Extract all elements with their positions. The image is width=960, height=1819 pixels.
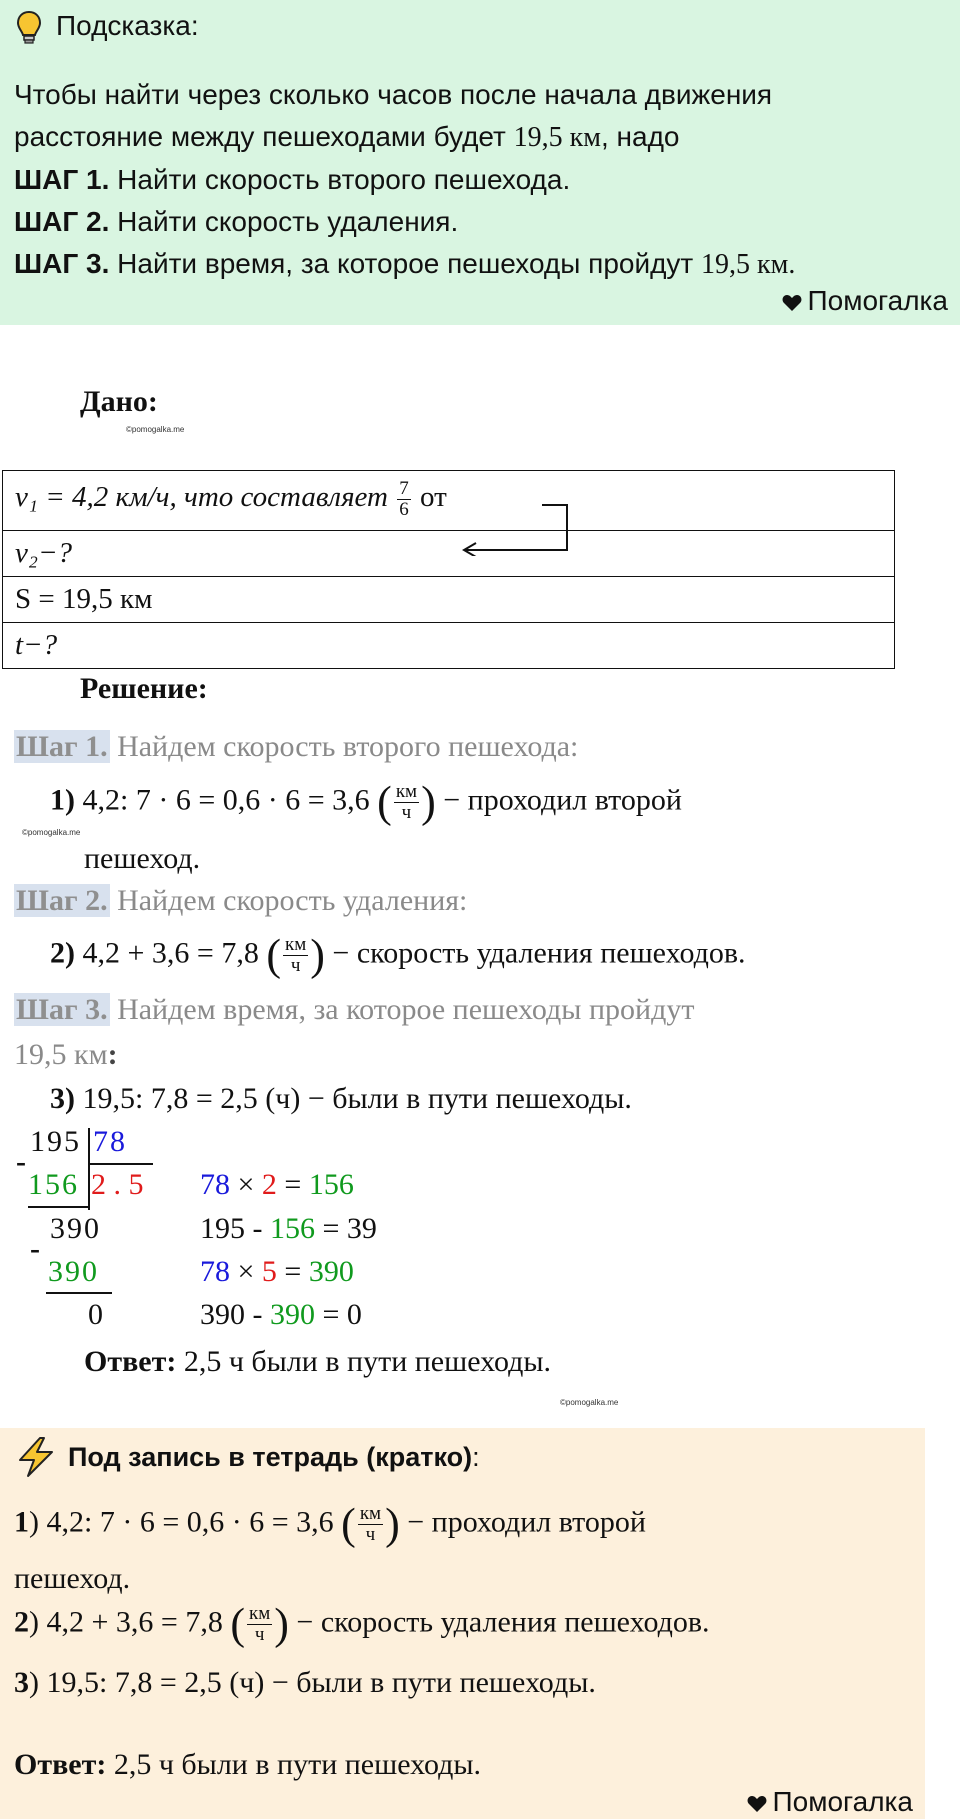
dividend: 195 <box>30 1125 81 1158</box>
hint-step1: ШАГ 1. Найти скорость второго пешехода. <box>14 164 571 195</box>
solution-step1: Шаг 1. Найдем скорость второго пешехода: <box>16 730 579 763</box>
hint-box <box>0 0 960 325</box>
check-4: 390 - 390 = 0 <box>200 1298 362 1331</box>
minus-1: - <box>16 1145 26 1178</box>
step2-label: Шаг 2. <box>16 884 108 917</box>
notes-answer: Ответ: 2,5 ч были в пути пешеходы. <box>14 1748 482 1781</box>
notes-equation-2: 2) 4,2 + 3,6 = 7,8 ( $\frac{км}{ч}$ ) − скорость удаления пешеходов. <box>14 1599 710 1649</box>
given-row-1 <box>2 470 895 531</box>
notes-equation-1-tail: пешеход. <box>14 1562 131 1595</box>
lightning-icon <box>16 1436 56 1478</box>
given-row1-post: от <box>419 481 447 514</box>
given-v1: v₁ = 4,2 км/ч, что составляет <box>15 481 388 514</box>
remainder-2: 0 <box>88 1298 103 1331</box>
equation-2: 2) 4,2 + 3,6 = 7,8 ( $\frac{км}{ч}$ ) − скорость удаления пешеходов. <box>50 930 746 980</box>
watermark: ©pomogalka.me <box>22 828 81 837</box>
given-row-2 <box>2 530 895 577</box>
given-row-4 <box>2 622 895 669</box>
given-title: Дано: <box>80 385 158 418</box>
notes-brand: Помогалка <box>747 1786 913 1818</box>
heart-icon <box>782 294 802 312</box>
division-vline <box>88 1128 90 1210</box>
hint-brand: Помогалка <box>782 285 948 317</box>
divisor: 78 <box>93 1125 127 1158</box>
hint-line1: Чтобы найти через сколько часов после начала движения <box>14 79 773 110</box>
equation-3: 3) 19,5: 7,8 = 2,5 (ч) − были в пути пешеходы. <box>50 1082 632 1115</box>
division-hline <box>89 1163 153 1165</box>
step3-label: Шаг 3. <box>16 993 108 1026</box>
hint-body <box>14 74 944 286</box>
quotient: 2 . 5 <box>91 1168 144 1201</box>
subtrahend-2: 390 <box>48 1255 99 1288</box>
lightbulb-icon <box>16 10 42 46</box>
hint-line2: расстояние между пешеходами будет 19,5 км, надо <box>14 121 680 153</box>
solution-step3-line2: 19,5 км: <box>14 1038 118 1071</box>
given-s: S = 19,5 км <box>15 583 153 615</box>
fraction-7-6: $\frac{7}{6}$ <box>399 478 409 520</box>
hint-step2: ШАГ 2. Найти скорость удаления. <box>14 206 459 237</box>
heart-icon <box>747 1795 767 1813</box>
given-t: t−? <box>15 629 58 661</box>
hint-title: Подсказка: <box>56 10 199 41</box>
hint-step3: ШАГ 3. Найти время, за которое пешеходы пройдут 19,5 км. <box>14 248 796 280</box>
notes-equation-3: 3) 19,5: 7,8 = 2,5 (ч) − были в пути пешеходы. <box>14 1666 596 1699</box>
check-3: 78 × 5 = 390 <box>200 1255 354 1288</box>
equation-1-tail: пешеход. <box>84 842 201 875</box>
notes-equation-1: 1) 4,2: 7 · 6 = 0,6 · 6 = 3,6 ( $\frac{км}{ч}$ ) − проходил второй <box>14 1499 646 1549</box>
check-1: 78 × 2 = 156 <box>200 1168 354 1201</box>
subtrahend-1: 156 <box>28 1168 79 1201</box>
watermark: ©pomogalka.me <box>560 1398 619 1407</box>
given-v2: v₂−? <box>15 537 73 569</box>
minus-2: - <box>30 1232 40 1265</box>
step1-label: Шаг 1. <box>16 730 108 763</box>
solution-title: Решение: <box>80 672 208 705</box>
notes-box <box>0 1428 925 1819</box>
remainder-1: 390 <box>50 1212 101 1245</box>
notes-title: Под запись в тетрадь (кратко): <box>68 1442 480 1472</box>
arrow-icon <box>460 498 572 556</box>
equation-1: 1) 4,2: 7 · 6 = 0,6 · 6 = 3,6 ( $\frac{км}{ч}$ ) − проходил второй <box>50 777 682 827</box>
watermark: ©pomogalka.me <box>126 425 185 434</box>
division-line-2 <box>46 1292 112 1294</box>
solution-step2: Шаг 2. Найдем скорость удаления: <box>16 884 468 917</box>
check-2: 195 - 156 = 39 <box>200 1212 377 1245</box>
division-line-1 <box>28 1206 88 1208</box>
given-row-3 <box>2 576 895 623</box>
solution-step3: Шаг 3. Найдем время, за которое пешеходы пройдут <box>16 993 695 1026</box>
answer: Ответ: 2,5 ч были в пути пешеходы. <box>84 1345 552 1378</box>
